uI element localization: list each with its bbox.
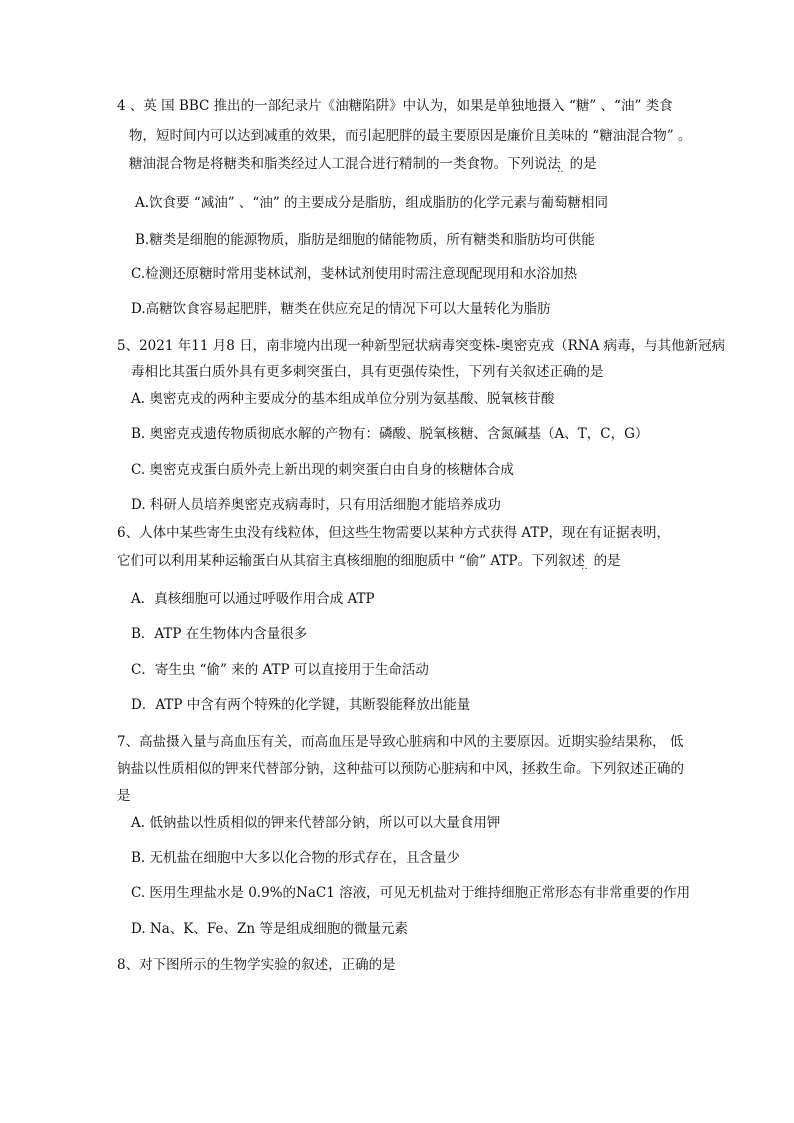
q6-option-c: C．寄生虫 “偷” 来的 ATP 可以直接用于生命活动 bbox=[131, 662, 429, 678]
q6-stem-line-2-text: 它们可以利用某种运输蛋白从其宿主真核细胞的细胞质中 “偷” ATP。下列叙述 bbox=[117, 553, 585, 569]
q4-option-a: A.饮食要 “减油” 、“油” 的主要成分是脂肪，组成脂肪的化学元素与葡萄糖相同 bbox=[135, 195, 609, 211]
q6-option-b: B．ATP 在生物体内含量很多 bbox=[131, 626, 308, 642]
q6-emphasis-blank: ​ ‥ bbox=[585, 553, 594, 569]
q4-stem-line-1: 4 、英 国 BBC 推出的一部纪录片《油糖陷阱》中认为，如果是单独地摄入 “糖” 、“油” 类食 bbox=[117, 98, 673, 114]
q5-stem-line-1: 5、2021 年11 月8 日，南非境内出现一种新型冠状病毒突变株-奥密克戎（RNA 病毒，与其他新冠病 bbox=[117, 338, 726, 354]
q7-option-c: C. 医用生理盐水是 0.9%的NaC1 溶液，可见无机盐对于维持细胞正常形态有非常重要的作用 bbox=[131, 885, 691, 901]
q4-stem-line-3 bbox=[129, 155, 597, 173]
q4-option-b: B.糖类是细胞的能源物质，脂肪是细胞的储能物质，所有糖类和脂肪均可供能 bbox=[135, 232, 595, 248]
q6-stem-line-2 bbox=[117, 552, 621, 570]
q6-stem-line-1: 6、人体中某些寄生虫没有线粒体，但这些生物需要以某种方式获得 ATP，现在有证据表明， bbox=[117, 525, 670, 541]
q7-stem-line-2: 钠盐以性质相似的钾来代替部分钠，这种盐可以预防心脏病和中风，拯救生命。下列叙述正确的 bbox=[117, 761, 684, 777]
q4-stem-line-2: 物，短时间内可以达到减重的效果，而引起肥胖的最主要原因是廉价且美味的 “糖油混合物” 。 bbox=[129, 128, 692, 144]
q8-stem-line-1: 8、对下图所示的生物学实验的叙述，正确的是 bbox=[117, 957, 396, 973]
q7-stem-line-3: 是 bbox=[117, 788, 131, 804]
q6-option-a: A．真核细胞可以通过呼吸作用合成 ATP bbox=[131, 591, 375, 607]
q5-option-d: D. 科研人员培养奥密克戎病毒时，只有用活细胞才能培养成功 bbox=[131, 497, 501, 513]
q4-stem-line-3-text: 糖油混合物是将糖类和脂类经过人工混合进行精制的一类食物。下列说法 bbox=[129, 156, 561, 172]
q7-option-a: A. 低钠盐以性质相似的钾来代替部分钠，所以可以大量食用钾 bbox=[131, 815, 501, 831]
q5-stem-line-2: 毒相比其蛋白质外具有更多刺突蛋白，具有更强传染性，下列有关叙述正确的是 bbox=[131, 364, 604, 380]
q5-option-c: C. 奥密克戎蛋白质外壳上新出现的刺突蛋白由自身的核糖体合成 bbox=[131, 462, 514, 478]
q4-option-d: D.高糖饮食容易起肥胖，糖类在供应充足的情况下可以大量转化为脂肪 bbox=[131, 301, 551, 317]
q7-stem-line-1: 7、高盐摄入量与高血压有关，而高血压是导致心脏病和中风的主要原因。近期实验结果称， 低 bbox=[117, 734, 684, 750]
q4-stem-line-3-end: 的是 bbox=[569, 156, 597, 172]
q4-option-c: C.检测还原糖时常用斐林试剂，斐林试剂使用时需注意现配现用和水浴加热 bbox=[131, 266, 578, 282]
q5-option-b: B. 奥密克戎遗传物质彻底水解的产物有：磷酸、脱氧核糖、含氮碱基（A、T，C，G） bbox=[131, 426, 649, 442]
q6-option-d: D．ATP 中含有两个特殊的化学键，其断裂能释放出能量 bbox=[131, 697, 471, 713]
q7-option-d: D. Na、K、Fe、Zn 等是组成细胞的微量元素 bbox=[131, 921, 408, 937]
q7-option-b: B. 无机盐在细胞中大多以化合物的形式存在，且含量少 bbox=[131, 850, 461, 866]
q4-emphasis-blank: ​ ‥ bbox=[561, 156, 570, 172]
q5-option-a: A. 奥密克戎的两种主要成分的基本组成单位分别为氨基酸、脱氧核苷酸 bbox=[131, 391, 555, 407]
q6-stem-line-2-end: 的是 bbox=[593, 553, 621, 569]
